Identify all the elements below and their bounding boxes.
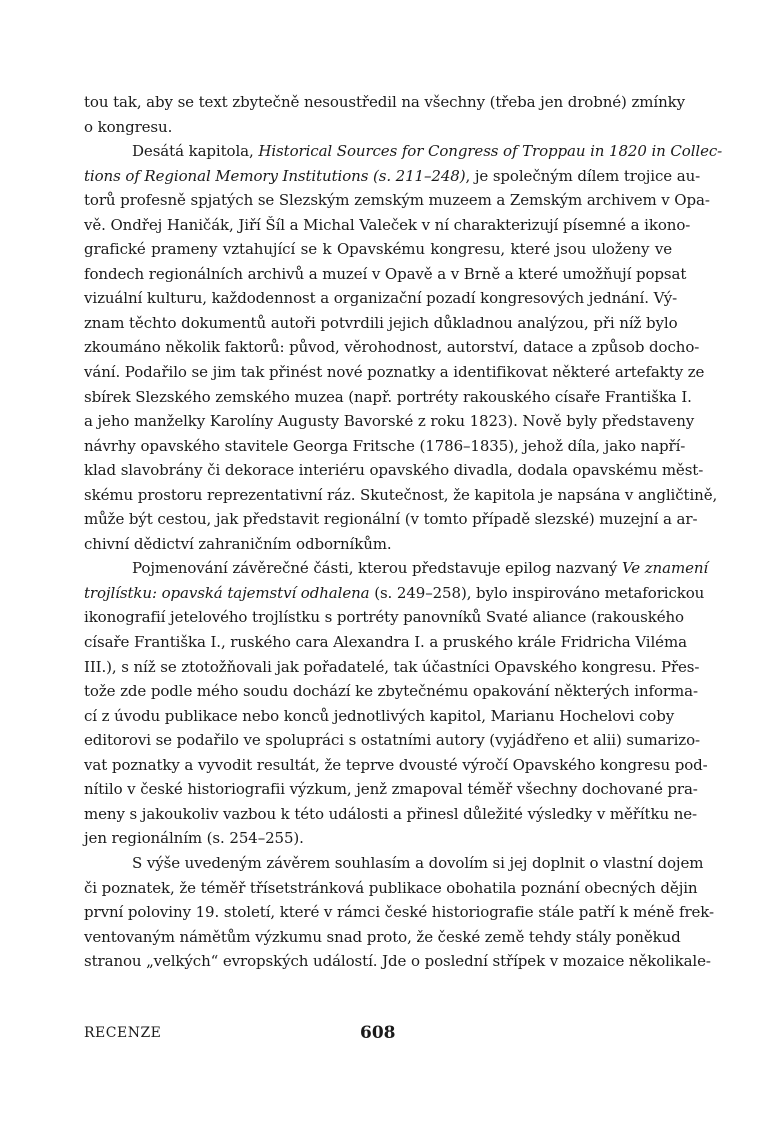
text-line [84, 434, 686, 459]
text-line [84, 556, 709, 581]
text-line [84, 679, 698, 704]
text-line [84, 483, 718, 508]
text-segment: vě. Ondřej Haničák, Jiří Šíl a Michal Valeček v ní charakterizují písemné a ikono- [84, 215, 691, 234]
text-line [84, 164, 701, 189]
text-line [84, 900, 714, 925]
text-line [84, 311, 678, 336]
text-segment: a jeho manželky Karolíny Augusty Bavorské z roku 1823). Nově byly představeny [84, 412, 695, 431]
text-segment: cí z úvodu publikace nebo konců jednotlivých kapitol, Marianu Hochelovi coby [84, 706, 675, 725]
text-segment: skému prostoru reprezentativní ráz. Skutečnost, že kapitola je napsána v angličtině, [84, 485, 718, 504]
text-segment: tou tak, aby se text zbytečně nesoustředil na všechny (třeba jen drobné) zmínky [84, 93, 686, 111]
text-segment: ikonografií jetelového trojlístku s portréty panovníků Svaté aliance (rakouského [84, 608, 684, 627]
italic-title-segment: tions of Regional Memory Institutions (s. 211–248) [84, 166, 466, 185]
text-segment: chivní dědictví zahraničním odborníkům. [84, 534, 392, 553]
text-segment: Pojmenování závěrečné části, kterou představuje epilog nazvaný [132, 559, 622, 578]
text-line [84, 360, 705, 385]
text-line [84, 409, 695, 434]
page-number: 608 [360, 1023, 396, 1043]
text-line [84, 90, 686, 115]
text-line [84, 385, 692, 410]
text-segment: Desátá kapitola, [132, 142, 259, 161]
text-segment: zkoumáno několik faktorů: původ, věrohodnost, autorství, datace a způsob docho- [84, 338, 700, 357]
text-segment: stranou „velkých“ evropských událostí. Jde o poslední střípek v mozaice několikale- [84, 952, 711, 971]
text-line [84, 115, 672, 140]
text-segment: vizuální kulturu, každodennost a organizační pozadí kongresových jednání. Vý- [84, 289, 678, 308]
text-line [84, 335, 700, 360]
text-segment: fondech regionálních archivů a muzeí v Opavě a v Brně a které umožňují popsat [84, 264, 687, 283]
text-line [84, 532, 672, 557]
text-line [84, 507, 698, 532]
text-line [84, 655, 700, 680]
text-segment: (s. 249–258), bylo inspirováno metaforickou [369, 583, 705, 602]
text-line [84, 876, 698, 901]
text-line [84, 630, 687, 655]
text-segment: ventovaným námětům výzkumu snad proto, že české země tehdy stály poněkud [84, 927, 681, 946]
text-line [84, 262, 687, 287]
text-line [84, 605, 684, 630]
text-line [84, 237, 672, 262]
text-segment: návrhy opavského stavitele Georga Fritsche (1786–1835), jehož díla, jako napří- [84, 436, 686, 455]
text-line [84, 704, 675, 729]
text-line [84, 728, 700, 753]
text-segment: vání. Podařilo se jim tak přinést nové poznatky a identifikovat některé artefakty ze [84, 363, 705, 382]
text-line [84, 213, 691, 238]
italic-title-segment: trojlístku: opavská tajemství odhalena [84, 583, 370, 602]
text-line [84, 188, 710, 213]
text-line [84, 802, 698, 827]
text-segment: editorovi se podařilo ve spolupráci s ostatními autory (vyjádřeno et alii) sumarizo- [84, 731, 700, 750]
text-segment: klad slavobrány či dekorace interiéru opavského divadla, dodala opavskému měst- [84, 461, 704, 480]
text-segment: III.), s níž se ztotožňovali jak pořadatelé, tak účastníci Opavského kongresu. Přes- [84, 657, 700, 676]
text-line [84, 458, 704, 483]
text-segment: znam těchto dokumentů autoři potvrdili jejich důkladnou analýzou, při níž bylo [84, 313, 678, 332]
text-segment: či poznatek, že téměř třísetstránková publikace obohatila poznání obecných dějin [84, 878, 698, 897]
text-segment: torů profesně spjatých se Slezským zemským muzeem a Zemským archivem v Opa- [84, 191, 710, 210]
text-line [84, 753, 708, 778]
italic-title-segment: Historical Sources for Congress of Troppau in 1820 in Collec- [258, 142, 723, 161]
italic-title-segment: Ve znamení [621, 559, 709, 578]
text-segment: nítilo v české historiografii výzkum, jenž zmapoval téměř všechny dochované pra- [84, 780, 698, 799]
text-line [84, 139, 723, 164]
text-segment: grafické prameny vztahující se k Opavskému kongresu, které jsou uloženy ve [84, 240, 672, 259]
text-segment: , je společným dílem trojice au- [465, 166, 701, 185]
text-segment: jen regionálním (s. 254–255). [84, 829, 304, 848]
text-line [84, 581, 705, 606]
text-segment: S výše uvedeným závěrem souhlasím a dovolím si jej doplnit o vlastní dojem [132, 853, 704, 872]
text-segment: sbírek Slezského zemského muzea (např. portréty rakouského císaře Františka I. [84, 387, 692, 406]
text-segment: vat poznatky a vyvodit resultát, že teprve dvousté výročí Opavského kongresu pod- [84, 755, 708, 774]
body-text [84, 90, 723, 974]
text-segment: tože zde podle mého soudu dochází ke zbytečnému opakování některých informa- [84, 682, 698, 701]
running-footer: RECENZE [84, 1025, 162, 1041]
text-segment: meny s jakoukoliv vazbou k této události a přinesl důležité výsledky v měřítku ne- [84, 804, 698, 823]
text-segment: císaře Františka I., ruského cara Alexandra I. a pruského krále Fridricha Viléma [84, 633, 687, 652]
text-line [84, 286, 678, 311]
text-line [84, 949, 711, 974]
text-line [84, 851, 704, 876]
text-line [84, 925, 681, 950]
text-segment: může být cestou, jak představit regionální (v tomto případě slezské) muzejní a ar- [84, 510, 698, 529]
text-line [84, 777, 698, 802]
text-segment: o kongresu. [84, 117, 173, 136]
text-line [84, 826, 672, 851]
text-segment: první poloviny 19. století, které v rámci české historiografie stále patří k méně frek- [84, 903, 714, 922]
